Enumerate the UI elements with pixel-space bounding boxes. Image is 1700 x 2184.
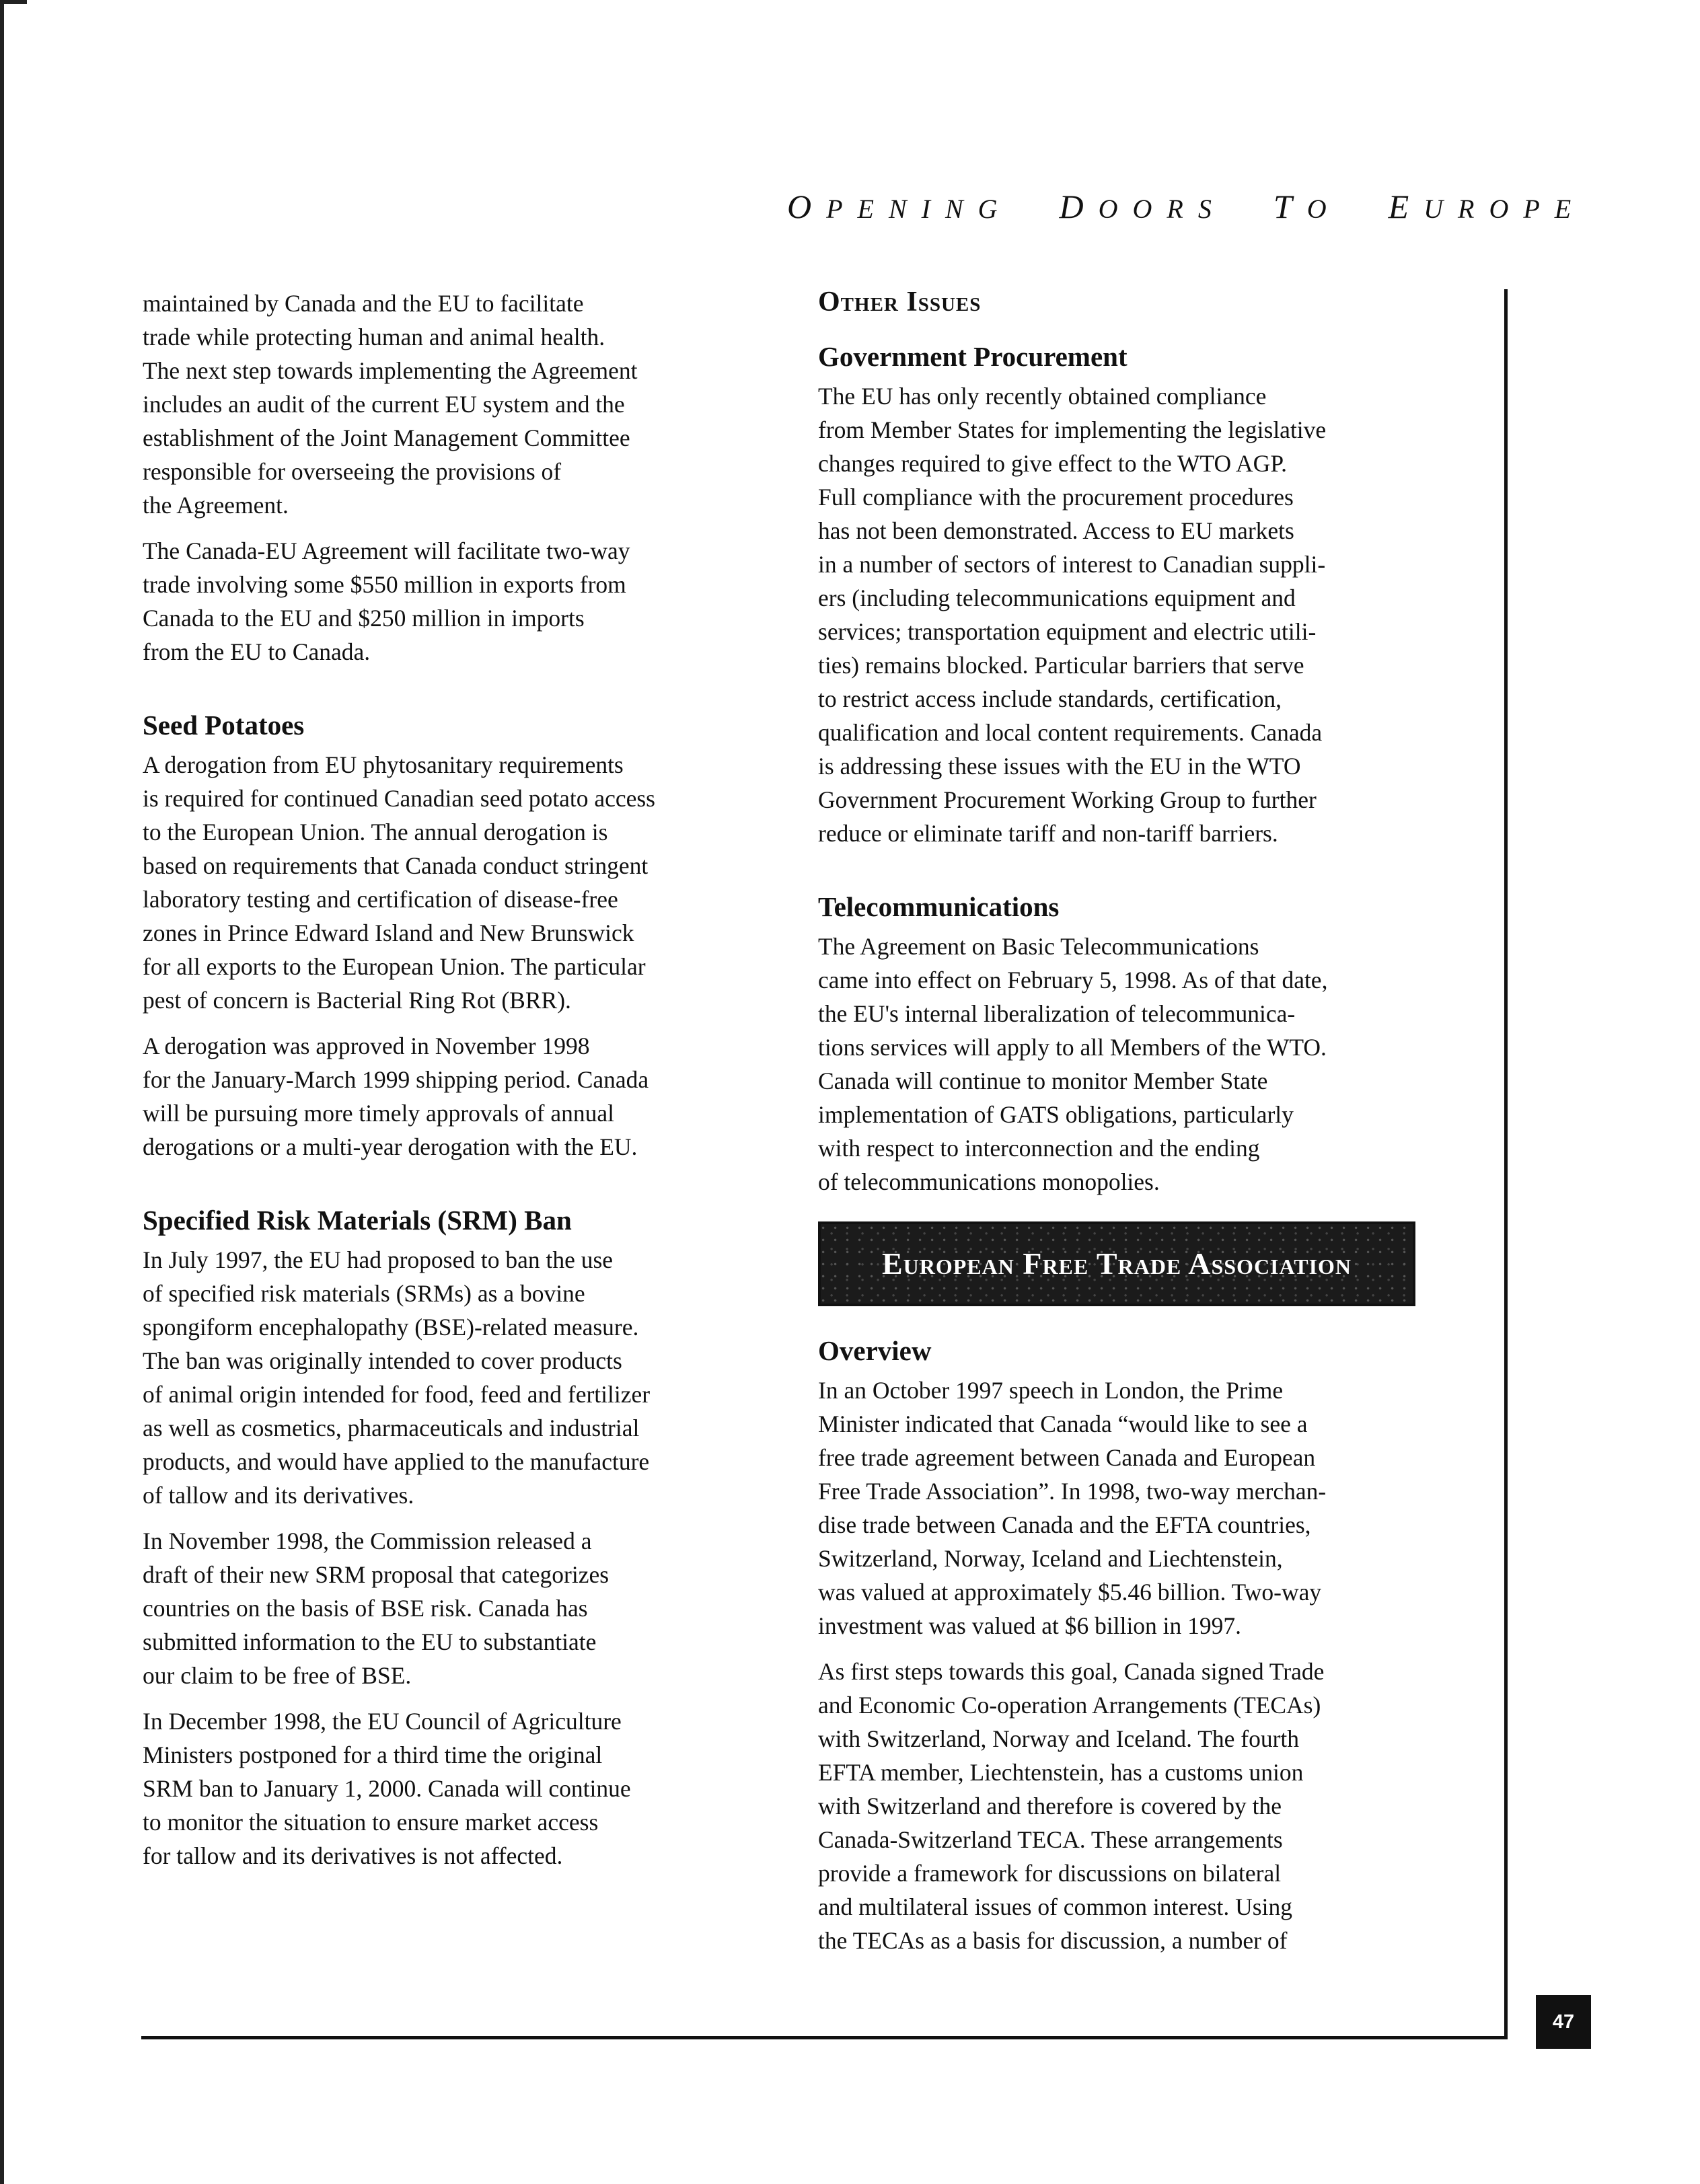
efta-banner-label: European Free Trade Association (881, 1246, 1352, 1281)
paragraph: The Canada-EU Agreement will facilitate two-way trade involving some $550 million in exports from Canada to the EU and $250 million in imports from the EU to Canada. (143, 537, 630, 665)
section-heading-seed-potatoes: Seed Potatoes (143, 710, 305, 741)
running-header-word: TO (1273, 188, 1341, 225)
scan-edge (0, 0, 4, 2184)
section-title-other-issues: Other Issues (818, 287, 982, 317)
column-rule-vertical (1504, 289, 1508, 2037)
paragraph: In December 1998, the EU Council of Agriculture Ministers postponed for a third time the original SRM ban to January 1, 2000. Canada will continue to monitor the situation to ensure market access for tallow and its derivatives is not affected. (143, 1708, 631, 1869)
section-heading-telecommunications: Telecommunications (818, 891, 1060, 922)
paragraph: A derogation was approved in November 1998 for the January-March 1999 shipping period. Canada will be pursuing more timely approvals of annual derogations or a multi-year derogation with the EU. (143, 1032, 649, 1160)
running-header-word: EUROPE (1388, 188, 1586, 225)
section-heading-government-procurement: Government Procurement (818, 341, 1128, 372)
paragraph: As first steps towards this goal, Canada signed Trade and Economic Co-operation Arrangements (TECAs) with Switzerland, Norway and Iceland. The fourth EFTA member, Liechtenstein, has a customs union with Switzerland and therefore is covered by the Canada-Switzerland TECA. These arrangements provide a framework for discussions on bilateral and multilateral issues of common interest. Using the TECAs as a basis for discussion, a number of (818, 1658, 1325, 1954)
section-heading-overview: Overview (818, 1335, 932, 1366)
paragraph: maintained by Canada and the EU to facilitate trade while protecting human and animal health. The next step towards implementing the Agreement includes an audit of the current EU system and the establishment of the Joint Management Committee responsible for overseeing the provisions of the Agreement. (143, 290, 638, 519)
efta-banner (818, 1221, 1415, 1306)
page-number: 47 (1536, 1995, 1591, 2049)
paragraph: In November 1998, the Commission released a draft of their new SRM proposal that categorizes countries on the basis of BSE risk. Canada has submitted information to the EU to substantiate our claim to be free of BSE. (143, 1528, 609, 1689)
paragraph: The EU has only recently obtained compliance from Member States for implementing the legislative changes required to give effect to the WTO AGP. Full compliance with the procurement procedures has not been demonstrated. Access to EU markets in a number of sectors of interest to Canadian suppli- ers (including telecommunications equipment and services; transportation equipment and electric utili- ties) remains blocked. Particular barriers that serve to restrict access include standards, certification, qualification and local content requirements. Canada is addressing these issues with the EU in the WTO Government Procurement Working Group to further reduce or eliminate tariff and non-tariff barriers. (818, 383, 1327, 847)
right-column (818, 283, 1424, 1969)
paragraph: The Agreement on Basic Telecommunications came into effect on February 5, 1998. As of that date, the EU's internal liberalization of telecommunica- tions services will apply to all Members of the WTO. Canada will continue to monitor Member State implementation of GATS obligations, particularly with respect to interconnection and the ending of telecommunications monopolies. (818, 933, 1328, 1195)
column-rule-bottom (141, 2036, 1508, 2039)
paragraph: A derogation from EU phytosanitary requirements is required for continued Canadian seed potato access to the European Union. The annual derogation is based on requirements that Canada conduct stringent laboratory testing and certification of disease-free zones in Prince Edward Island and New Brunswick for all exports to the European Union. The particular pest of concern is Bacterial Ring Rot (BRR). (143, 751, 655, 1014)
running-header (787, 187, 1586, 226)
scan-edge-mark (0, 0, 27, 4)
running-header-word: OPENING (787, 188, 1012, 225)
running-header-word: DOORS (1059, 188, 1226, 225)
paragraph: In an October 1997 speech in London, the Prime Minister indicated that Canada “would like to see a free trade agreement between Canada and European Free Trade Association”. In 1998, two-way merchan- dise trade between Canada and the EFTA countries, Switzerland, Norway, Iceland and Liechtenstein, was valued at approximately $5.46 billion. Two-way investment was valued at $6 billion in 1997. (818, 1377, 1327, 1639)
left-column (143, 287, 748, 1885)
paragraph: In July 1997, the EU had proposed to ban the use of specified risk materials (SRMs) as a bovine spongiform encephalopathy (BSE)-related measure. The ban was originally intended to cover products of animal origin intended for food, feed and fertilizer as well as cosmetics, pharmaceuticals and industrial products, and would have applied to the manufacture of tallow and its derivatives. (143, 1246, 651, 1509)
section-heading-srm-ban: Specified Risk Materials (SRM) Ban (143, 1205, 572, 1236)
